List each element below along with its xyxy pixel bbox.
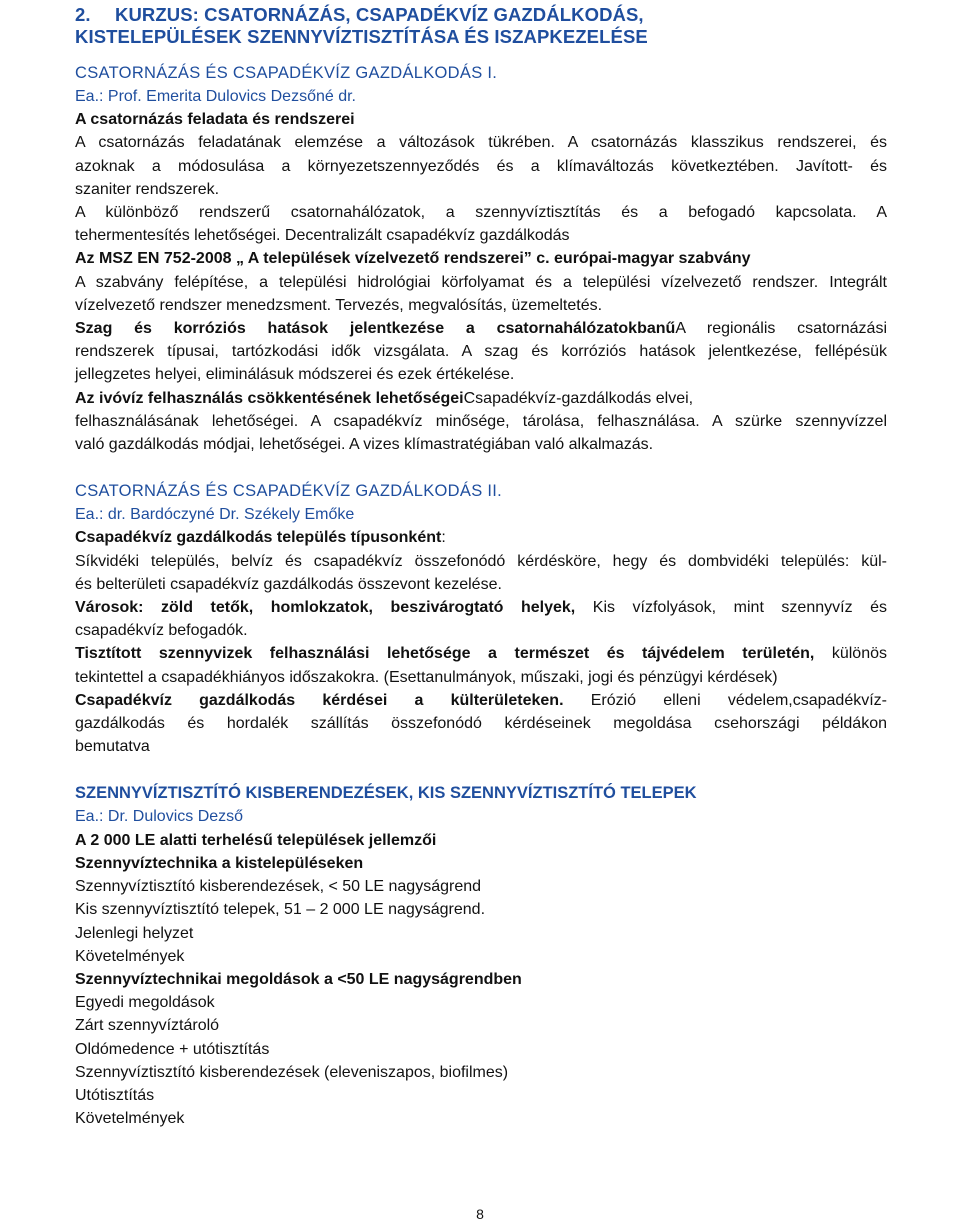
paragraph-line: gazdálkodás és hordalék szállítás összefonódó kérdéseinek megoldása csehországi példákon: [75, 715, 887, 733]
section-3-lecturer: Ea.: Dr. Dulovics Dezső: [75, 808, 244, 826]
paragraph-line: csapadékvíz befogadók.: [75, 622, 248, 640]
section-3-subheading: Szennyvíztechnikai megoldások a <50 LE nagyságrendben: [75, 970, 522, 988]
course-title: [75, 4, 887, 48]
paragraph-line: Síkvidéki település, belvíz és csapadékvíz összefonódó kérdésköre, hegy és dombvidéki település: kül-: [75, 552, 887, 570]
section-3-subheading: Szennyvíztechnika a kistelepüléseken: [75, 854, 364, 872]
paragraph-line: szaniter rendszerek.: [75, 180, 220, 198]
paragraph-line: tekintettel a csapadékhiányos időszakokra. (Esettanulmányok, műszaki, jogi és pénzügyi kérdések): [75, 668, 778, 686]
paragraph-line: vízelvezető rendszer menedzsment. Tervezés, megvalósítás, üzemeltetés.: [75, 296, 603, 314]
list-item: Egyedi megoldások: [75, 994, 215, 1012]
list-item: Utótisztítás: [75, 1086, 155, 1104]
paragraph-line: Csapadékvíz gazdálkodás kérdései a külterületeken. Erózió elleni védelem,csapadékvíz-: [75, 691, 887, 709]
course-title-line-1: 2. KURZUS: CSATORNÁZÁS, CSAPADÉKVÍZ GAZDÁLKODÁS,: [75, 4, 644, 25]
list-item: Szennyvíztisztító kisberendezések (eleveniszapos, biofilmes): [75, 1063, 509, 1081]
list-item: Szennyvíztisztító kisberendezések, < 50 LE nagyságrend: [75, 878, 482, 896]
course-number: 2.: [75, 4, 91, 25]
paragraph-line: rendszerek típusai, tartózkodási idők vizsgálata. A szag és korróziós hatások jelentkezése, fellépésük: [75, 343, 887, 361]
list-item: Követelmények: [75, 947, 185, 965]
paragraph-line: Szag és korróziós hatások jelentkezése a csatornahálózatokbanűA regionális csatornázási: [75, 320, 888, 338]
paragraph-line: A csatornázás feladatának elemzése a változások tükrében. A csatornázás klasszikus rendszerei, és: [75, 134, 887, 152]
paragraph-line: azoknak a módosulása a környezetszennyeződés és a klímaváltozás következtében. Javított- és: [75, 157, 887, 175]
list-item: Oldómedence + utótisztítás: [75, 1040, 270, 1058]
paragraph-line: Városok: zöld tetők, homlokzatok, beszivárogtató helyek, Kis vízfolyások, mint szennyvíz és: [75, 599, 888, 617]
paragraph-line: bemutatva: [75, 738, 150, 756]
list-item: Követelmények: [75, 1110, 185, 1128]
section-2-subheading: Csapadékvíz gazdálkodás település típusonként:: [75, 529, 446, 547]
document-page: [75, 0, 887, 1130]
section-1-heading: CSATORNÁZÁS ÉS CSAPADÉKVÍZ GAZDÁLKODÁS I.: [75, 64, 498, 82]
paragraph-line: Tisztított szennyvizek felhasználási lehetősége a természet és tájvédelem területén, különös: [75, 645, 887, 663]
section-3-heading: SZENNYVÍZTISZTÍTÓ KISBERENDEZÉSEK, KIS SZENNYVÍZTISZTÍTÓ TELEPEK: [75, 784, 697, 803]
paragraph-line: felhasználásának lehetőségei. A csapadékvíz minősége, tárolása, felhasználása. A szürke szennyvízzel: [75, 412, 887, 430]
section-2-lecturer: Ea.: dr. Bardóczyné Dr. Székely Emőke: [75, 506, 355, 524]
standard-heading: Az MSZ EN 752-2008 „ A települések vízelvezető rendszerei” c. európai-magyar szabvány: [75, 250, 751, 268]
section-1-lecturer: Ea.: Prof. Emerita Dulovics Dezsőné dr.: [75, 88, 356, 105]
paragraph-line: való gazdálkodás módjai, lehetőségei. A vizes klímastratégiában való alkalmazás.: [75, 436, 654, 454]
section-3-subheading: A 2 000 LE alatti terhelésű települések jellemzői: [75, 831, 437, 849]
paragraph-line: tehermentesítés lehetőségei. Decentralizált csapadékvíz gazdálkodás: [75, 227, 570, 245]
list-item: Zárt szennyvíztároló: [75, 1017, 220, 1035]
course-title-line-2: KISTELEPÜLÉSEK SZENNYVÍZTISZTÍTÁSA ÉS ISZAPKEZELÉSE: [75, 26, 648, 47]
paragraph-line: A szabvány felépítése, a települési hidrológiai körfolyamat és a települési vízelvezető rendszer. Integrált: [75, 273, 887, 291]
paragraph-line: Az ivóvíz felhasználás csökkentésének lehetőségeiCsapadékvíz-gazdálkodás elvei,: [75, 389, 694, 407]
paragraph-line: jellegzetes helyei, eliminálásuk módszerei és ezek értékelése.: [75, 366, 515, 384]
section-1-subheading: A csatornázás feladata és rendszerei: [75, 111, 355, 129]
list-item: Kis szennyvíztisztító telepek, 51 – 2 000 LE nagyságrend.: [75, 901, 486, 919]
paragraph-line: A különböző rendszerű csatornahálózatok, a szennyvíztisztítás és a befogadó kapcsolata. A: [75, 204, 887, 222]
page-number: 8: [476, 1206, 484, 1222]
paragraph-line: és belterületi csapadékvíz gazdálkodás összevont kezelése.: [75, 575, 502, 593]
list-item: Jelenlegi helyzet: [75, 924, 194, 942]
section-2-heading: CSATORNÁZÁS ÉS CSAPADÉKVÍZ GAZDÁLKODÁS II.: [75, 482, 503, 501]
